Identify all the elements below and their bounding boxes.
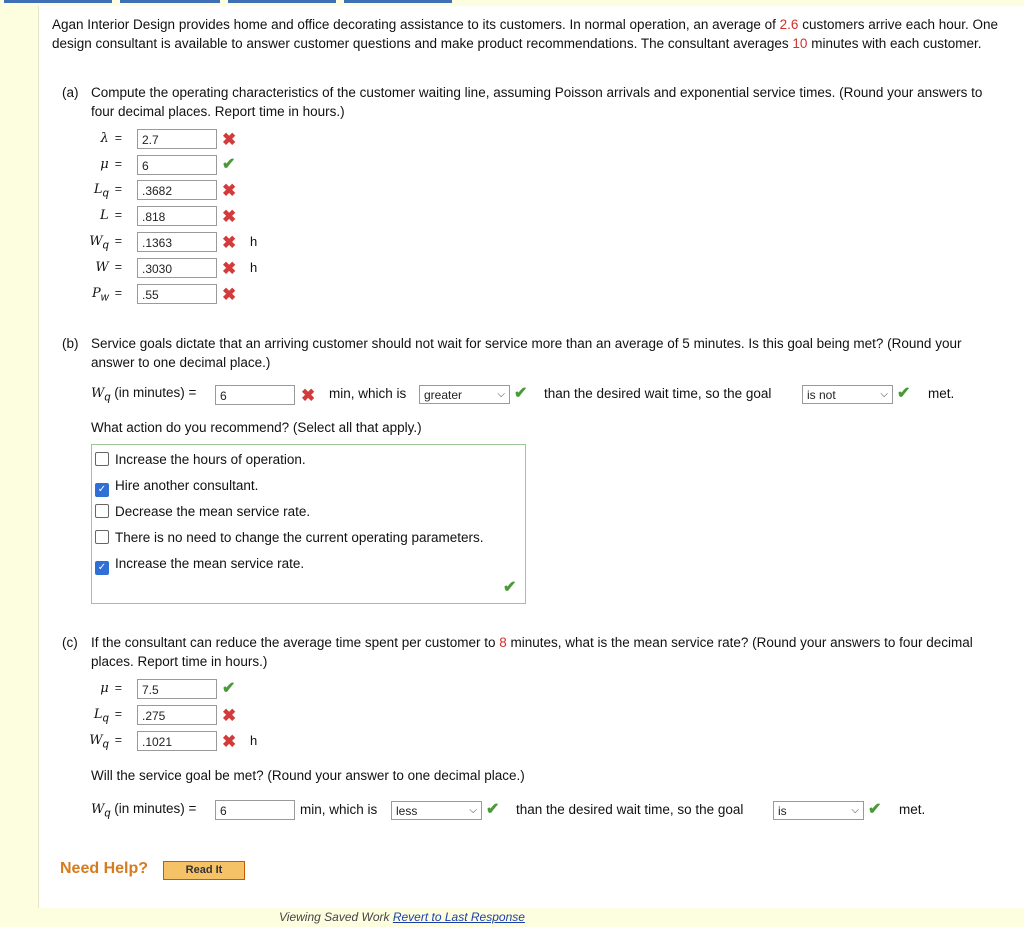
- tab-indicator: [344, 0, 452, 3]
- variable-symbol: W: [95, 260, 109, 275]
- part-a-question: Compute the operating characteristics of the customer waiting line, assuming Poisson arrivals and exponential service times. (Round your answers to four decimal places. Report time in hours.): [91, 85, 983, 119]
- part-b-wq-label: [91, 385, 196, 404]
- variable-symbol: W: [89, 733, 103, 748]
- part-c-which-text: min, which is: [300, 802, 378, 817]
- checkbox-unchecked[interactable]: [95, 452, 109, 466]
- wq-sub: q: [104, 391, 111, 404]
- checkbox-checked[interactable]: ✓: [95, 483, 109, 497]
- variable-subscript: q: [102, 239, 109, 252]
- chevron-down-icon: ⌵: [880, 389, 888, 400]
- action-option[interactable]: [95, 503, 310, 521]
- correct-icon: ✔: [514, 385, 528, 402]
- variable-subscript: q: [102, 187, 109, 200]
- chevron-down-icon: ⌵: [851, 805, 859, 816]
- part-c-label: (c): [62, 635, 78, 650]
- variable-subscript: q: [102, 738, 109, 751]
- equals-sign: =: [114, 733, 122, 747]
- part-c-compare-select[interactable]: [391, 801, 482, 820]
- variable-symbol: μ: [100, 157, 109, 172]
- option-label: There is no need to change the current operating parameters.: [115, 530, 484, 545]
- incorrect-icon: ✖: [222, 259, 237, 278]
- variable-symbol: L: [100, 208, 109, 223]
- wq-var: W: [91, 802, 105, 817]
- part_a-answer-input[interactable]: .1363: [137, 232, 217, 252]
- part_c-answer-input[interactable]: .1021: [137, 731, 217, 751]
- part_a-answer-input[interactable]: 2.7: [137, 129, 217, 149]
- correct-icon: ✔: [222, 680, 236, 697]
- footer-status: [279, 910, 525, 924]
- new-minutes-value: 8: [499, 635, 507, 650]
- part-c-question: [91, 634, 991, 671]
- question-text: minutes, what is the mean service rate? (Round your answers to four decimal places. Report time in hours.): [91, 635, 973, 669]
- variable-symbol: λ: [100, 131, 109, 146]
- goal-question: Will the service goal be met? (Round your answer to one decimal place.): [91, 768, 525, 783]
- incorrect-icon: ✖: [222, 285, 237, 304]
- correct-icon: ✔: [486, 801, 500, 818]
- part_a-row-label: [70, 259, 122, 275]
- unit-hours: h: [250, 234, 258, 249]
- incorrect-icon: ✖: [301, 386, 316, 405]
- incorrect-icon: ✖: [222, 181, 237, 200]
- part-c-goal-select[interactable]: [773, 801, 864, 820]
- part_a-row-label: [70, 130, 122, 146]
- equals-sign: =: [114, 681, 122, 695]
- part-c-met-text: met.: [899, 802, 926, 817]
- variable-symbol: L: [93, 707, 103, 722]
- part_a-row-label: [70, 233, 122, 252]
- equals-sign: =: [114, 157, 122, 171]
- equals-sign: =: [114, 234, 122, 248]
- part-c-wq-input[interactable]: 6: [215, 800, 295, 820]
- part_a-answer-input[interactable]: .818: [137, 206, 217, 226]
- revert-link[interactable]: Revert to Last Response: [392, 910, 525, 924]
- compare-select-value: greater: [424, 388, 463, 402]
- part-b-wq-input[interactable]: 6: [215, 385, 295, 405]
- goal-select-value: is: [778, 804, 787, 818]
- need-help-label: Need Help?: [60, 860, 149, 877]
- action-option[interactable]: [95, 529, 483, 547]
- part_a-answer-input[interactable]: 6: [137, 155, 217, 175]
- part-b-goal-select[interactable]: [802, 385, 893, 404]
- checkbox-checked[interactable]: ✓: [95, 561, 109, 575]
- correct-icon: ✔: [868, 801, 882, 818]
- part_c-row-label: [70, 706, 122, 725]
- variable-symbol: μ: [100, 681, 109, 696]
- part-b-met-text: met.: [928, 386, 955, 401]
- checkbox-unchecked[interactable]: [95, 530, 109, 544]
- variable-symbol: W: [89, 234, 103, 249]
- wq-label-text: (in minutes) =: [110, 801, 197, 816]
- intro-text: minutes with each customer.: [807, 35, 982, 51]
- part-b-which-text: min, which is: [329, 386, 407, 401]
- intro-text: customers arrive each hour. One design consultant is available to answer customer questions and make product recommendations. The consultant averages: [52, 17, 999, 51]
- top-tab-bar: [0, 0, 1024, 4]
- part_a-answer-input[interactable]: .3030: [137, 258, 217, 278]
- part-c-wq-label: [91, 801, 196, 820]
- part_a-row-label: [70, 181, 122, 200]
- part_c-answer-input[interactable]: 7.5: [137, 679, 217, 699]
- incorrect-icon: ✖: [222, 233, 237, 252]
- tab-indicator: [120, 0, 220, 3]
- wq-label-text: (in minutes) =: [110, 385, 197, 400]
- incorrect-icon: ✖: [222, 732, 237, 751]
- equals-sign: =: [114, 286, 122, 300]
- correct-icon: ✔: [503, 579, 517, 596]
- wq-sub: q: [104, 807, 111, 820]
- action-question: What action do you recommend? (Select all that apply.): [91, 420, 422, 435]
- chevron-down-icon: ⌵: [497, 389, 505, 400]
- part-b-than-text: than the desired wait time, so the goal: [544, 386, 772, 401]
- part_a-row-label: [70, 156, 122, 172]
- action-option[interactable]: [95, 451, 306, 469]
- incorrect-icon: ✖: [222, 207, 237, 226]
- unit-hours: h: [250, 733, 258, 748]
- variable-symbol: P: [91, 286, 101, 301]
- intro-text: Agan Interior Design provides home and office decorating assistance to its customers. In normal operation, an average of: [52, 17, 780, 32]
- chevron-down-icon: ⌵: [469, 805, 477, 816]
- service-minutes-value: 10: [792, 35, 808, 51]
- part_a-row-label: [70, 207, 122, 223]
- part_c-row-label: [70, 732, 122, 751]
- part_a-row-label: [70, 285, 122, 304]
- arrival-rate-value: 2.6: [779, 17, 799, 32]
- option-label: Increase the hours of operation.: [115, 452, 306, 467]
- part_c-row-label: [70, 680, 122, 696]
- action-option[interactable]: [95, 555, 304, 573]
- part_c-answer-input[interactable]: .275: [137, 705, 217, 725]
- footer-text: Viewing Saved Work: [279, 910, 393, 924]
- compare-select-value: less: [396, 804, 418, 818]
- part-b-label: (b): [62, 336, 79, 351]
- unit-hours: h: [250, 260, 258, 275]
- option-label: Increase the mean service rate.: [115, 556, 305, 571]
- part-c-than-text: than the desired wait time, so the goal: [516, 802, 744, 817]
- action-option[interactable]: [95, 477, 258, 495]
- part_a-answer-input[interactable]: .3682: [137, 180, 217, 200]
- read-it-button[interactable]: Read It: [163, 861, 245, 880]
- option-label: Decrease the mean service rate.: [115, 504, 311, 519]
- equals-sign: =: [114, 260, 122, 274]
- variable-subscript: w: [100, 291, 109, 304]
- checkbox-unchecked[interactable]: [95, 504, 109, 518]
- equals-sign: =: [114, 208, 122, 222]
- incorrect-icon: ✖: [222, 706, 237, 725]
- variable-symbol: L: [93, 182, 103, 197]
- problem-intro: [52, 16, 1002, 53]
- part-b-compare-select[interactable]: [419, 385, 510, 404]
- option-label: Hire another consultant.: [115, 478, 259, 493]
- tab-indicator: [4, 0, 112, 3]
- variable-subscript: q: [102, 712, 109, 725]
- part-b-question: Service goals dictate that an arriving customer should not wait for service more than an average of 5 minutes. Is this goal being met? (Round your answer to one decimal place.): [91, 336, 962, 370]
- goal-select-value: is not: [807, 388, 836, 402]
- correct-icon: ✔: [897, 385, 911, 402]
- incorrect-icon: ✖: [222, 130, 237, 149]
- part-a-label: (a): [62, 85, 79, 100]
- wq-var: W: [91, 386, 105, 401]
- question-text: If the consultant can reduce the average time spent per customer to: [91, 635, 500, 650]
- equals-sign: =: [114, 707, 122, 721]
- equals-sign: =: [114, 131, 122, 145]
- equals-sign: =: [114, 182, 122, 196]
- tab-indicator: [228, 0, 336, 3]
- correct-icon: ✔: [222, 156, 236, 173]
- part_a-answer-input[interactable]: .55: [137, 284, 217, 304]
